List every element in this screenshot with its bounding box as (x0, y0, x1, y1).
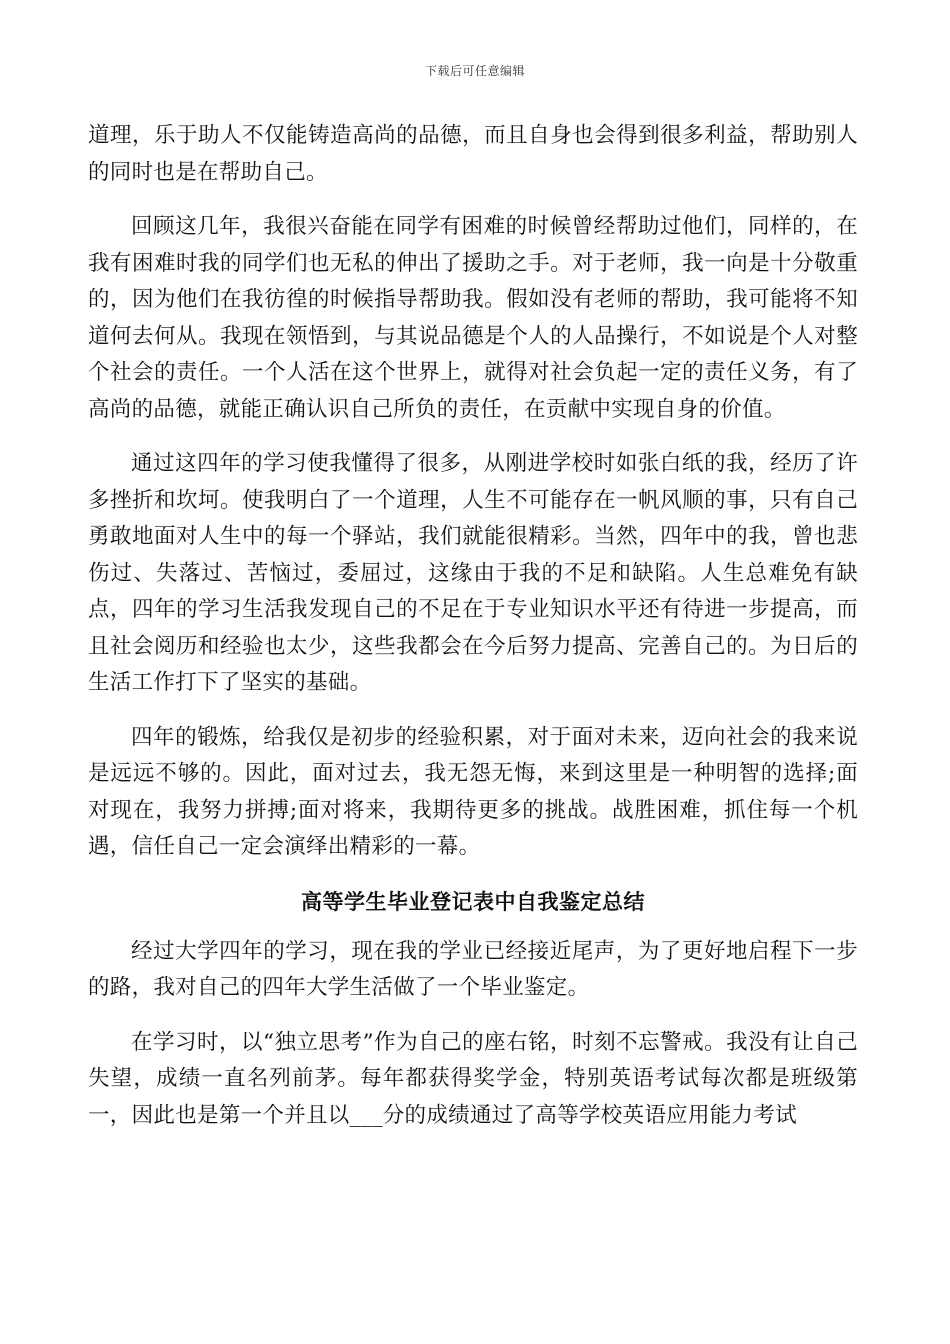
section-title: 高等学生毕业登记表中自我鉴定总结 (301, 889, 645, 914)
paragraph-four-years-learning: 通过这四年的学习使我懂得了很多，从刚进学校时如张白纸的我，经历了许多挫折和坎坷。使我明白了一个道理，人生不可能存在一帆风顺的事，只有自己勇敢地面对人生中的每一个驿站，我们就能很精彩。当然，四年中的我，曾也悲伤过、失落过、苦恼过，委屈过，这缘由于我的不足和缺陷。人生总难免有缺点，四年的学习生活我发现自己的不足在于专业知识水平还有待进一步提高，而且社会阅历和经验也太少，这些我都会在今后努力提高、完善自己的。为日后的生活工作打下了坚实的基础。 (88, 451, 858, 695)
paragraph-continued: 道理，乐于助人不仅能铸造高尚的品德，而且自身也会得到很多利益，帮助别人的同时也是在帮助自己。 (88, 123, 858, 185)
paragraph-review-years: 回顾这几年，我很兴奋能在同学有困难的时候曾经帮助过他们，同样的，在我有困难时我的同学们也无私的伸出了援助之手。对于老师，我一向是十分敬重的，因为他们在我彷徨的时候指导帮助我。假如没有老师的帮助，我可能将不知道何去何从。我现在领悟到，与其说品德是个人的人品操行，不如说是个人对整个社会的责任。一个人活在这个世界上，就得对社会负起一定的责任义务，有了高尚的品德，就能正确认识自己所负的责任，在贡献中实现自身的价值。 (88, 214, 858, 422)
paragraph-section-study: 在学习时，以“独立思考”作为自己的座右铭，时刻不忘警戒。我没有让自己失望，成绩一直名列前茅。每年都获得奖学金，特别英语考试每次都是班级第一，因此也是第一个并且以___分的成绩通过了高等学校英语应用能力考试 (88, 1029, 858, 1128)
paragraph-four-years-training: 四年的锻炼，给我仅是初步的经验积累，对于面对未来，迈向社会的我来说是远远不够的。因此，面对过去，我无怨无悔，来到这里是一种明智的选择;面对现在，我努力拼搏;面对将来，我期待更多的挑战。战胜困难，抓住每一个机遇，信任自己一定会演绎出精彩的一幕。 (88, 724, 858, 859)
paragraph-section-intro: 经过大学四年的学习，现在我的学业已经接近尾声，为了更好地启程下一步的路，我对自己的四年大学生活做了一个毕业鉴定。 (88, 938, 858, 1000)
document-body (88, 118, 858, 1152)
page-header: 下载后可任意编辑 (424, 64, 525, 78)
